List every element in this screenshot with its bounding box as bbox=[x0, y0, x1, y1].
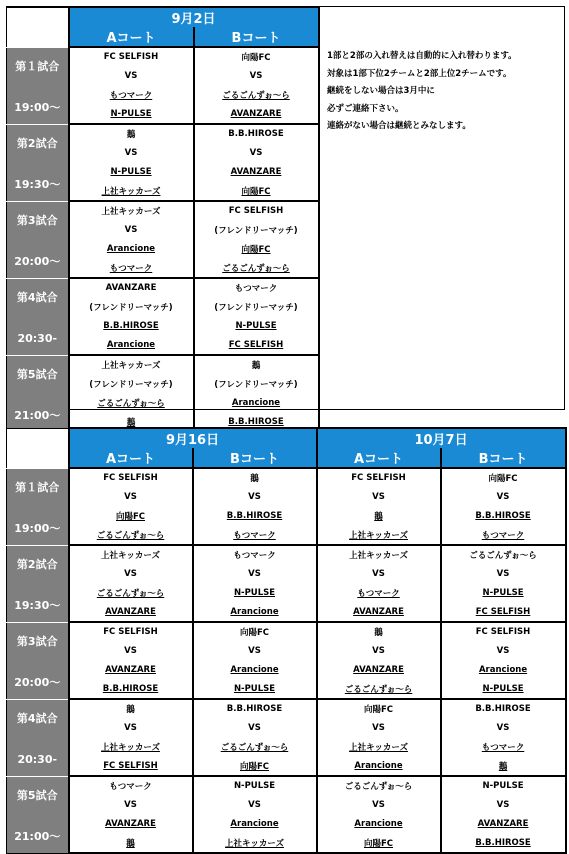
match-slot-cell bbox=[7, 124, 69, 201]
team-cell: VS bbox=[194, 144, 319, 163]
match-time: 20:30- bbox=[17, 331, 58, 345]
team-cell: VS bbox=[69, 488, 193, 507]
team-cell: 向陽FC bbox=[441, 468, 566, 488]
team-cell: VS bbox=[441, 642, 566, 661]
team-cell: もつマーク bbox=[193, 545, 317, 565]
team-cell: FC SELFISH bbox=[69, 47, 194, 67]
match-line-row bbox=[7, 602, 566, 622]
team-cell: N-PULSE bbox=[441, 679, 566, 699]
team-cell: ごるごんずぉ～ら bbox=[194, 258, 319, 278]
team-cell: もつマーク bbox=[193, 525, 317, 545]
team-cell: B.B.HIROSE bbox=[441, 506, 566, 525]
match-line-row bbox=[7, 124, 319, 144]
match-time: 20:30- bbox=[17, 752, 58, 766]
team-cell: 鵝 bbox=[69, 412, 194, 432]
team-cell: Arancione bbox=[69, 335, 194, 355]
match-time: 20:00～ bbox=[14, 675, 61, 689]
team-cell: 鵝 bbox=[317, 506, 441, 525]
team-cell: N-PULSE bbox=[193, 583, 317, 602]
team-cell: B.B.HIROSE bbox=[69, 679, 193, 699]
team-cell: 上社キッカーズ bbox=[317, 545, 441, 565]
match-time: 19:00～ bbox=[14, 100, 61, 114]
team-cell: VS bbox=[194, 67, 319, 86]
match-line-row bbox=[7, 583, 566, 602]
team-cell: (フレンドリーマッチ) bbox=[194, 221, 319, 240]
team-cell: もつマーク bbox=[69, 776, 193, 796]
team-cell: B.B.HIROSE bbox=[193, 506, 317, 525]
match-line-row bbox=[7, 506, 566, 525]
team-cell: 向陽FC bbox=[317, 699, 441, 719]
team-cell: 鵝 bbox=[69, 833, 193, 853]
team-cell: N-PULSE bbox=[193, 776, 317, 796]
team-cell: B.B.HIROSE bbox=[194, 412, 319, 432]
match-line-row bbox=[7, 545, 566, 565]
match-slot-cell bbox=[7, 355, 69, 432]
team-cell: Arancione bbox=[194, 393, 319, 412]
match-line-row bbox=[7, 719, 566, 738]
team-cell: Arancione bbox=[317, 756, 441, 776]
match-time: 20:00～ bbox=[14, 254, 61, 268]
match-label: 第2試合 bbox=[16, 136, 58, 150]
team-cell: Arancione bbox=[193, 814, 317, 833]
team-cell: VS bbox=[69, 642, 193, 661]
match-label: 第3試合 bbox=[16, 634, 58, 648]
team-cell: VS bbox=[441, 719, 566, 738]
team-cell: 向陽FC bbox=[193, 756, 317, 776]
team-cell: ごるごんずぉ～ら bbox=[69, 583, 193, 602]
team-cell: B.B.HIROSE bbox=[194, 124, 319, 144]
team-cell: (フレンドリーマッチ) bbox=[194, 298, 319, 317]
team-cell: ごるごんずぉ～ら bbox=[194, 85, 319, 104]
team-cell: 向陽FC bbox=[317, 833, 441, 853]
team-cell: 鵝 bbox=[69, 699, 193, 719]
team-cell: (フレンドリーマッチ) bbox=[69, 375, 194, 394]
team-cell: FC SELFISH bbox=[69, 468, 193, 488]
team-cell: N-PULSE bbox=[194, 316, 319, 335]
match-line-row bbox=[7, 737, 566, 756]
court-header: Bコート bbox=[194, 27, 319, 47]
court-header: Bコート bbox=[193, 448, 317, 468]
match-slot-cell bbox=[7, 47, 69, 124]
match-slot-cell bbox=[7, 201, 69, 278]
match-label: 第5試合 bbox=[16, 367, 58, 381]
team-cell: Arancione bbox=[193, 660, 317, 679]
date-header: 9月2日 bbox=[69, 7, 319, 27]
team-cell: B.B.HIROSE bbox=[441, 699, 566, 719]
team-cell: B.B.HIROSE bbox=[69, 316, 194, 335]
team-cell: ごるごんずぉ～ら bbox=[193, 737, 317, 756]
team-cell: 上社キッカーズ bbox=[69, 181, 194, 201]
team-cell: AVANZARE bbox=[194, 162, 319, 181]
match-slot-cell bbox=[7, 545, 69, 622]
team-cell: ごるごんずぉ～ら bbox=[317, 776, 441, 796]
match-line-row bbox=[7, 355, 319, 375]
match-line-row bbox=[7, 776, 566, 796]
team-cell: VS bbox=[193, 488, 317, 507]
match-slot-cell bbox=[7, 776, 69, 853]
match-time: 21:00～ bbox=[14, 829, 61, 843]
team-cell: (フレンドリーマッチ) bbox=[69, 298, 194, 317]
match-line-row bbox=[7, 488, 566, 507]
match-time: 21:00～ bbox=[14, 408, 61, 422]
match-time: 19:00～ bbox=[14, 521, 61, 535]
team-cell: もつマーク bbox=[441, 737, 566, 756]
team-cell: 上社キッカーズ bbox=[317, 525, 441, 545]
team-cell: ごるごんずぉ～ら bbox=[69, 525, 193, 545]
match-line-row bbox=[7, 565, 566, 584]
team-cell: ごるごんずぉ～ら bbox=[441, 545, 566, 565]
team-cell: 上社キッカーズ bbox=[69, 545, 193, 565]
match-time: 19:30～ bbox=[14, 177, 61, 191]
team-cell: 鵝 bbox=[193, 468, 317, 488]
match-slot-cell bbox=[7, 278, 69, 355]
match-line-row bbox=[7, 201, 319, 221]
team-cell: VS bbox=[193, 719, 317, 738]
note-line: 1部と2部の入れ替えは自動的に入れ替わります。 bbox=[327, 51, 517, 61]
team-cell: 向陽FC bbox=[193, 622, 317, 642]
schedule-table-sep16-oct7 bbox=[6, 427, 567, 854]
team-cell: AVANZARE bbox=[317, 602, 441, 622]
team-cell: FC SELFISH bbox=[194, 335, 319, 355]
match-slot-cell bbox=[7, 699, 69, 776]
match-label: 第5試合 bbox=[16, 788, 58, 802]
team-cell: VS bbox=[69, 565, 193, 584]
match-line-row bbox=[7, 679, 566, 699]
team-cell: FC SELFISH bbox=[69, 756, 193, 776]
team-cell: VS bbox=[317, 719, 441, 738]
corner-cell bbox=[7, 428, 69, 468]
notes-block bbox=[327, 48, 567, 136]
team-cell: Arancione bbox=[69, 239, 194, 258]
team-cell: 上社キッカーズ bbox=[69, 201, 194, 221]
team-cell: VS bbox=[317, 642, 441, 661]
team-cell: AVANZARE bbox=[69, 602, 193, 622]
match-line-row bbox=[7, 642, 566, 661]
team-cell: 向陽FC bbox=[69, 506, 193, 525]
match-line-row bbox=[7, 468, 566, 488]
match-label: 第3試合 bbox=[16, 213, 58, 227]
team-cell: VS bbox=[193, 565, 317, 584]
team-cell: 上社キッカーズ bbox=[69, 737, 193, 756]
date-header: 9月16日 bbox=[69, 428, 317, 448]
match-line-row bbox=[7, 814, 566, 833]
team-cell: AVANZARE bbox=[69, 278, 194, 298]
match-line-row bbox=[7, 525, 566, 545]
team-cell: (フレンドリーマッチ) bbox=[194, 375, 319, 394]
team-cell: ごるごんずぉ～ら bbox=[69, 393, 194, 412]
match-label: 第4試合 bbox=[16, 290, 58, 304]
match-line-row bbox=[7, 622, 566, 642]
team-cell: AVANZARE bbox=[441, 814, 566, 833]
team-cell: VS bbox=[69, 719, 193, 738]
team-cell: 向陽FC bbox=[194, 239, 319, 258]
team-cell: VS bbox=[441, 565, 566, 584]
note-line: 必ずご連絡下さい。 bbox=[327, 103, 404, 114]
team-cell: 鵝 bbox=[69, 124, 194, 144]
match-label: 第１試合 bbox=[15, 59, 60, 73]
team-cell: AVANZARE bbox=[317, 660, 441, 679]
match-line-row bbox=[7, 660, 566, 679]
match-line-row bbox=[7, 47, 319, 67]
team-cell: N-PULSE bbox=[193, 679, 317, 699]
team-cell: 向陽FC bbox=[194, 47, 319, 67]
team-cell: VS bbox=[69, 144, 194, 163]
court-header: Aコート bbox=[317, 448, 441, 468]
team-cell: VS bbox=[193, 642, 317, 661]
team-cell: ごるごんずぉ～ら bbox=[317, 679, 441, 699]
team-cell: 上社キッカーズ bbox=[193, 833, 317, 853]
team-cell: B.B.HIROSE bbox=[193, 699, 317, 719]
note-line: 継続をしない場合は3月中に bbox=[327, 86, 435, 96]
team-cell: 上社キッカーズ bbox=[69, 355, 194, 375]
team-cell: AVANZARE bbox=[194, 104, 319, 124]
team-cell: N-PULSE bbox=[441, 776, 566, 796]
team-cell: VS bbox=[317, 796, 441, 815]
team-cell: もつマーク bbox=[317, 583, 441, 602]
team-cell: 鵝 bbox=[194, 355, 319, 375]
note-line: 連絡がない場合は継続とみなします。 bbox=[327, 121, 471, 131]
team-cell: 鵝 bbox=[317, 622, 441, 642]
team-cell: VS bbox=[69, 67, 194, 86]
team-cell: FC SELFISH bbox=[441, 622, 566, 642]
note-line: 対象は1部下位2チームと2部上位2チームです。 bbox=[327, 68, 512, 79]
team-cell: FC SELFISH bbox=[69, 622, 193, 642]
corner-cell bbox=[7, 7, 69, 47]
team-cell: VS bbox=[69, 796, 193, 815]
team-cell: Arancione bbox=[193, 602, 317, 622]
match-line-row bbox=[7, 756, 566, 776]
team-cell: VS bbox=[69, 221, 194, 240]
date-header: 10月7日 bbox=[317, 428, 566, 448]
team-cell: もつマーク bbox=[441, 525, 566, 545]
team-cell: FC SELFISH bbox=[317, 468, 441, 488]
team-cell: VS bbox=[317, 488, 441, 507]
team-cell: もつマーク bbox=[69, 85, 194, 104]
court-header: Aコート bbox=[69, 448, 193, 468]
match-label: 第4試合 bbox=[16, 711, 58, 725]
court-header: Aコート bbox=[69, 27, 194, 47]
match-label: 第2試合 bbox=[16, 557, 58, 571]
match-label: 第１試合 bbox=[15, 480, 60, 494]
match-slot-cell bbox=[7, 622, 69, 699]
team-cell: VS bbox=[441, 796, 566, 815]
team-cell: VS bbox=[441, 488, 566, 507]
team-cell: AVANZARE bbox=[69, 814, 193, 833]
team-cell: VS bbox=[193, 796, 317, 815]
team-cell: Arancione bbox=[441, 660, 566, 679]
team-cell: FC SELFISH bbox=[441, 602, 566, 622]
team-cell: VS bbox=[317, 565, 441, 584]
match-line-row bbox=[7, 833, 566, 853]
team-cell: N-PULSE bbox=[441, 583, 566, 602]
team-cell: Arancione bbox=[317, 814, 441, 833]
match-line-row bbox=[7, 278, 319, 298]
team-cell: もつマーク bbox=[194, 278, 319, 298]
schedule-table-sep2 bbox=[6, 6, 320, 433]
team-cell: N-PULSE bbox=[69, 162, 194, 181]
team-cell: 上社キッカーズ bbox=[317, 737, 441, 756]
team-cell: 鵝 bbox=[441, 756, 566, 776]
match-line-row bbox=[7, 796, 566, 815]
match-slot-cell bbox=[7, 468, 69, 545]
team-cell: FC SELFISH bbox=[194, 201, 319, 221]
team-cell: AVANZARE bbox=[69, 660, 193, 679]
match-time: 19:30～ bbox=[14, 598, 61, 612]
match-line-row bbox=[7, 699, 566, 719]
team-cell: 向陽FC bbox=[194, 181, 319, 201]
team-cell: N-PULSE bbox=[69, 104, 194, 124]
court-header: Bコート bbox=[441, 448, 566, 468]
team-cell: もつマーク bbox=[69, 258, 194, 278]
team-cell: B.B.HIROSE bbox=[441, 833, 566, 853]
